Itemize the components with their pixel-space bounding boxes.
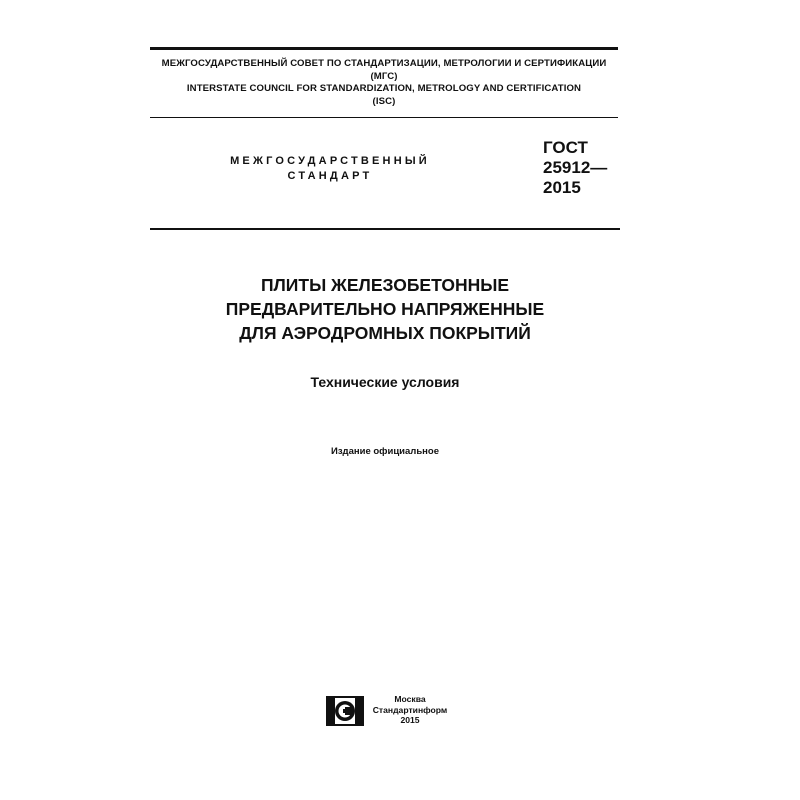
edition-note: Издание официальное — [331, 446, 439, 457]
title-line1: ПЛИТЫ ЖЕЛЕЗОБЕТОННЫЕ — [260, 275, 510, 295]
gost-designation — [543, 138, 623, 198]
standard-type-line2: СТАНДАРТ — [287, 170, 373, 182]
standard-type-line1: МЕЖГОСУДАРСТВЕННЫЙ — [230, 155, 430, 167]
gost-year: 2015 — [543, 178, 581, 197]
council-name-ru: МЕЖГОСУДАРСТВЕННЫЙ СОВЕТ ПО СТАНДАРТИЗАЦИИ, МЕТРОЛОГИИ И СЕРТИФИКАЦИИ — [161, 58, 607, 69]
bottom-rule — [150, 228, 620, 230]
gost-prefix: ГОСТ — [543, 138, 588, 157]
publisher-year: 2015 — [400, 715, 420, 725]
document-title — [150, 273, 620, 345]
council-abbr-ru: (МГС) — [370, 70, 398, 82]
title-line2: ПРЕДВАРИТЕЛЬНО НАПРЯЖЕННЫЕ — [225, 299, 545, 319]
middle-rule — [150, 117, 618, 118]
council-header — [150, 58, 618, 108]
document-subtitle: Технические условия — [310, 374, 460, 390]
standartinform-logo-icon — [326, 696, 364, 726]
publisher-city: Москва — [394, 694, 426, 704]
standard-type-label — [215, 154, 445, 184]
publisher-info — [366, 694, 454, 726]
top-rule — [150, 47, 618, 50]
gost-number: 25912— — [543, 158, 608, 177]
title-line3: ДЛЯ АЭРОДРОМНЫХ ПОКРЫТИЙ — [239, 323, 531, 343]
publisher-name: Стандартинформ — [372, 704, 448, 715]
council-name-en: INTERSTATE COUNCIL FOR STANDARDIZATION, METROLOGY AND CERTIFICATION — [186, 83, 582, 94]
council-abbr-en: (ISC) — [372, 95, 396, 107]
